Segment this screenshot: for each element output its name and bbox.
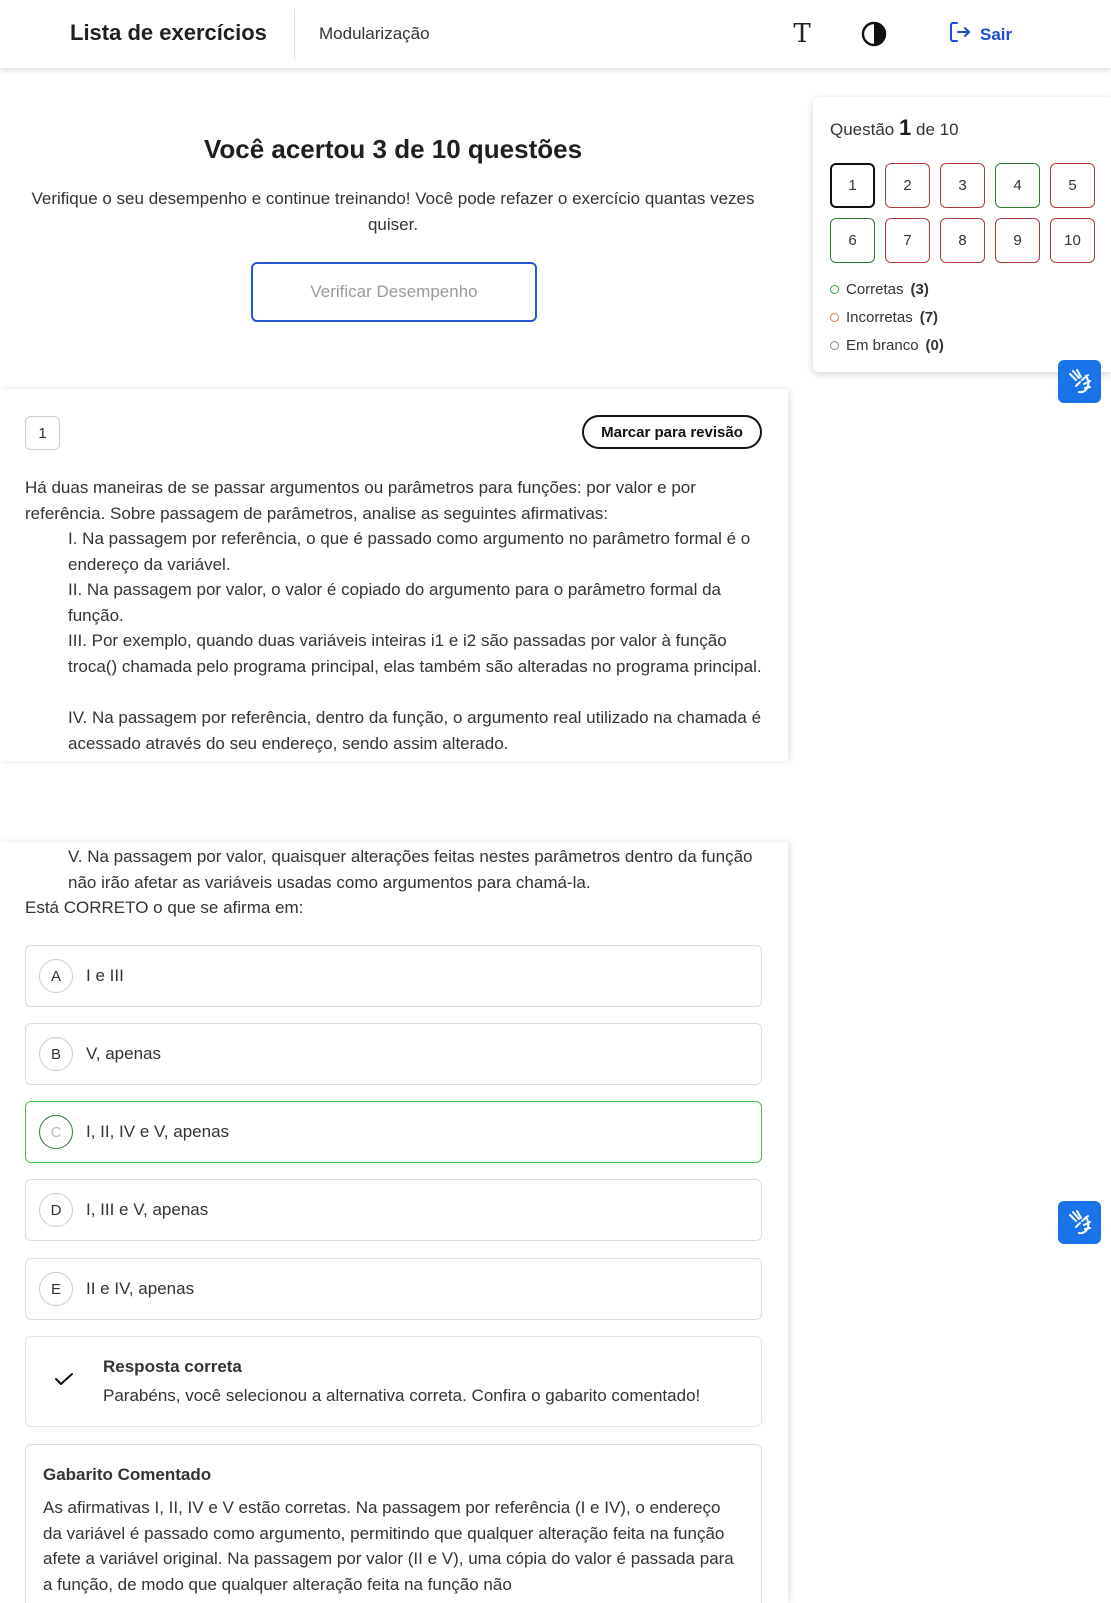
option-text: I e III [86,966,124,985]
question-navigator [813,97,1111,372]
mark-for-review-button[interactable]: Marcar para revisão [582,415,762,449]
score-description: Verifique o seu desempenho e continue treinando! Você pode refazer o exercício quantas vezes quiser. [31,189,755,234]
legend-incorrect-label: Incorretas [846,308,913,326]
question-number: 1 [25,416,60,450]
legend-blank-count: (0) [925,336,944,354]
option-b[interactable] [25,1023,762,1085]
option-letter: D [39,1193,73,1227]
option-letter: E [39,1272,73,1306]
option-text: I, II, IV e V, apenas [86,1122,230,1141]
statement-4: IV. Na passagem por referência, dentro da função, o argumento real utilizado na chamada é acessado através do seu endereço, sendo assim alterado. [68,708,762,753]
statement-3: III. Por exemplo, quando duas variáveis inteiras i1 e i2 são passadas por valor à função troca() chamada pelo programa principal, elas também são alteradas no programa principal. [68,631,762,676]
navigator-legend [830,275,944,359]
sign-language-icon [1066,1209,1094,1237]
font-size-icon[interactable]: T [793,19,811,49]
logout-label: Sair [980,24,1013,44]
incorrect-dot-icon [830,313,839,322]
subject-title: Modularização [319,24,430,43]
header-divider [294,10,295,60]
option-letter: A [39,959,73,993]
navigator-current-number: 1 [899,115,912,140]
answer-explanation [25,1444,762,1603]
verify-performance-button[interactable]: Verificar Desempenho [251,262,537,322]
option-d[interactable] [25,1179,762,1241]
statement-2: II. Na passagem por valor, o valor é copiado do argumento para o parâmetro formal da função. [68,580,721,625]
legend-incorrect-count: (7) [919,308,939,326]
question-nav-button[interactable]: 10 [1050,218,1095,263]
logout-button[interactable] [948,20,1012,49]
question-nav-button[interactable]: 3 [940,163,985,208]
question-nav-button[interactable]: 8 [940,218,985,263]
feedback-text: Parabéns, você selecionou a alternativa correta. Confira o gabarito comentado! [103,1386,701,1405]
legend-correct [830,275,944,303]
option-e[interactable] [25,1258,762,1320]
question-grid [830,163,1095,263]
statement-5: V. Na passagem por valor, quaisquer alterações feitas nestes parâmetros dentro da função não irão afetar as variáveis usadas como argumentos para chamá-la. [68,847,753,892]
top-bar [0,0,1111,68]
correct-dot-icon [830,285,839,294]
option-text: V, apenas [86,1044,161,1063]
navigator-title [830,115,959,141]
option-c[interactable] [25,1101,762,1163]
navigator-suffix: de 10 [915,120,959,139]
legend-blank-label: Em branco [846,336,919,354]
legend-correct-label: Corretas [846,280,904,298]
sign-language-icon [1066,368,1094,396]
contrast-icon[interactable] [858,18,890,50]
blank-dot-icon [830,341,839,350]
question-nav-button[interactable]: 9 [995,218,1040,263]
option-text: II e IV, apenas [86,1279,195,1298]
libras-accessibility-button[interactable] [1058,360,1101,403]
libras-accessibility-button-2[interactable] [1058,1201,1101,1244]
question-nav-button[interactable]: 7 [885,218,930,263]
score-title: Você acertou 3 de 10 questões [203,134,583,164]
answer-feedback [25,1336,762,1427]
option-letter: B [39,1037,73,1071]
option-a[interactable] [25,945,762,1007]
explanation-text: As afirmativas I, II, IV e V estão corretas. Na passagem por referência (I e IV), o endereço da variável é passado como argumento, permitindo que qualquer alteração feita na função afete a variável original. Na passagem por valor (II e V), uma cópia do valor é passada para a função, de modo que qualquer alteração feita na função não [43,1498,734,1594]
question-nav-button[interactable]: 1 [830,163,875,208]
statement-1: I. Na passagem por referência, o que é passado como argumento no parâmetro formal é o endereço da variável. [68,529,751,574]
feedback-title: Resposta correta [103,1357,242,1376]
app-title: Lista de exercícios [70,20,267,45]
question-nav-button[interactable]: 4 [995,163,1040,208]
legend-correct-count: (3) [910,280,929,298]
question-prompt: Está CORRETO o que se afirma em: [25,898,304,917]
option-letter: C [39,1115,73,1149]
explanation-title: Gabarito Comentado [43,1465,212,1484]
question-nav-button[interactable]: 2 [885,163,930,208]
legend-blank [830,331,944,359]
check-icon [52,1367,76,1396]
legend-incorrect [830,303,944,331]
logout-icon [948,20,972,49]
question-intro: Há duas maneiras de se passar argumentos ou parâmetros para funções: por valor e por referência. Sobre passagem de parâmetros, analise as seguintes afirmativas: [25,478,696,523]
navigator-prefix: Questão [830,120,895,139]
option-text: I, III e V, apenas [86,1200,209,1219]
question-nav-button[interactable]: 6 [830,218,875,263]
question-nav-button[interactable]: 5 [1050,163,1095,208]
